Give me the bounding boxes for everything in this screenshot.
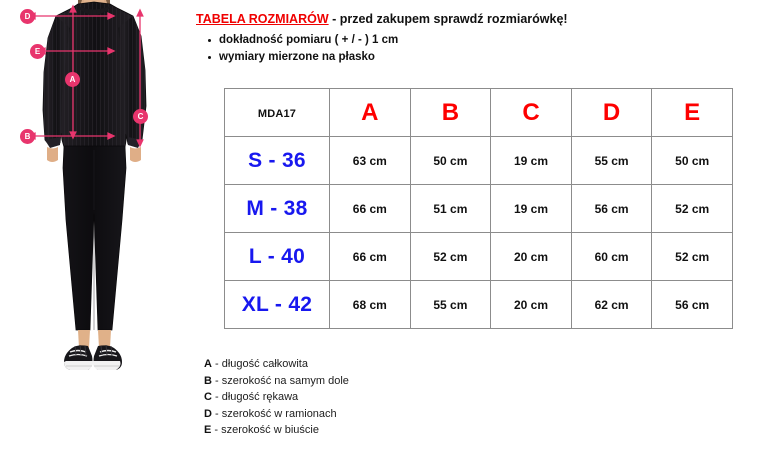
cell-e: 50 cm [652, 137, 733, 185]
table-header-e: E [652, 89, 733, 137]
cell-c: 20 cm [491, 281, 572, 329]
measure-badge-a: A [65, 72, 80, 87]
cell-d: 55 cm [571, 137, 652, 185]
table-row [225, 233, 733, 281]
cell-b: 51 cm [410, 185, 491, 233]
legend-desc: szerokość na samym dole [221, 374, 349, 387]
cell-e: 56 cm [652, 281, 733, 329]
row-size-label: L - 40 [225, 233, 330, 281]
legend-sep: - [211, 391, 222, 403]
cell-d: 62 cm [571, 281, 652, 329]
legend-sep: - [211, 374, 222, 387]
legend-desc: długość rękawa [221, 391, 299, 403]
legend-item [204, 389, 349, 406]
cell-c: 19 cm [491, 137, 572, 185]
legend-desc: długość całkowita [221, 358, 308, 370]
cell-d: 56 cm [571, 185, 652, 233]
legend-sep: - [211, 358, 222, 370]
legend-key: D [204, 407, 212, 420]
page-title-rest: - przed zakupem sprawdź rozmiarówkę! [328, 12, 568, 26]
table-row [225, 281, 733, 329]
cell-a: 68 cm [330, 281, 411, 329]
page-title-highlight: TABELA ROZMIARÓW [196, 12, 329, 26]
cell-a: 63 cm [330, 137, 411, 185]
table-header-b: B [410, 89, 491, 137]
cell-e: 52 cm [652, 233, 733, 281]
legend-sep: - [211, 424, 222, 436]
row-size-label: XL - 42 [225, 281, 330, 329]
legend-item [204, 356, 349, 373]
cell-a: 66 cm [330, 185, 411, 233]
model-photo-illustration [0, 0, 190, 460]
cell-a: 66 cm [330, 233, 411, 281]
table-header-a: A [330, 89, 411, 137]
cell-b: 55 cm [410, 281, 491, 329]
legend-sep: - [211, 407, 222, 420]
note-item: dokładność pomiaru ( + / - ) 1 cm [206, 32, 398, 49]
row-size-label: M - 38 [225, 185, 330, 233]
row-size-label: S - 36 [225, 137, 330, 185]
measure-badge-c: C [133, 109, 148, 124]
note-item: wymiary mierzone na płasko [206, 49, 398, 66]
table-row [225, 185, 733, 233]
table-header-d: D [571, 89, 652, 137]
legend-desc: szerokość w ramionach [221, 407, 337, 420]
table-header-row [225, 89, 733, 137]
measure-badge-e: E [30, 44, 45, 59]
measurement-legend [204, 356, 349, 439]
page-title [196, 12, 568, 26]
cell-c: 19 cm [491, 185, 572, 233]
notes-list [206, 32, 398, 66]
table-header-code: MDA17 [225, 89, 330, 137]
legend-desc: szerokość w biuście [221, 424, 319, 436]
legend-key: C [204, 391, 212, 403]
measure-badge-d: D [20, 9, 35, 24]
legend-key: B [204, 374, 212, 387]
legend-item [204, 373, 349, 390]
cell-b: 52 cm [410, 233, 491, 281]
product-photo [0, 0, 190, 460]
size-info-panel [196, 0, 768, 460]
measure-badge-b: B [20, 129, 35, 144]
cell-d: 60 cm [571, 233, 652, 281]
table-row [225, 137, 733, 185]
legend-item [204, 422, 349, 439]
table-header-c: C [491, 89, 572, 137]
cell-c: 20 cm [491, 233, 572, 281]
cell-b: 50 cm [410, 137, 491, 185]
legend-item [204, 406, 349, 423]
legend-key: A [204, 358, 212, 370]
legend-key: E [204, 424, 212, 436]
size-table [224, 88, 733, 329]
cell-e: 52 cm [652, 185, 733, 233]
